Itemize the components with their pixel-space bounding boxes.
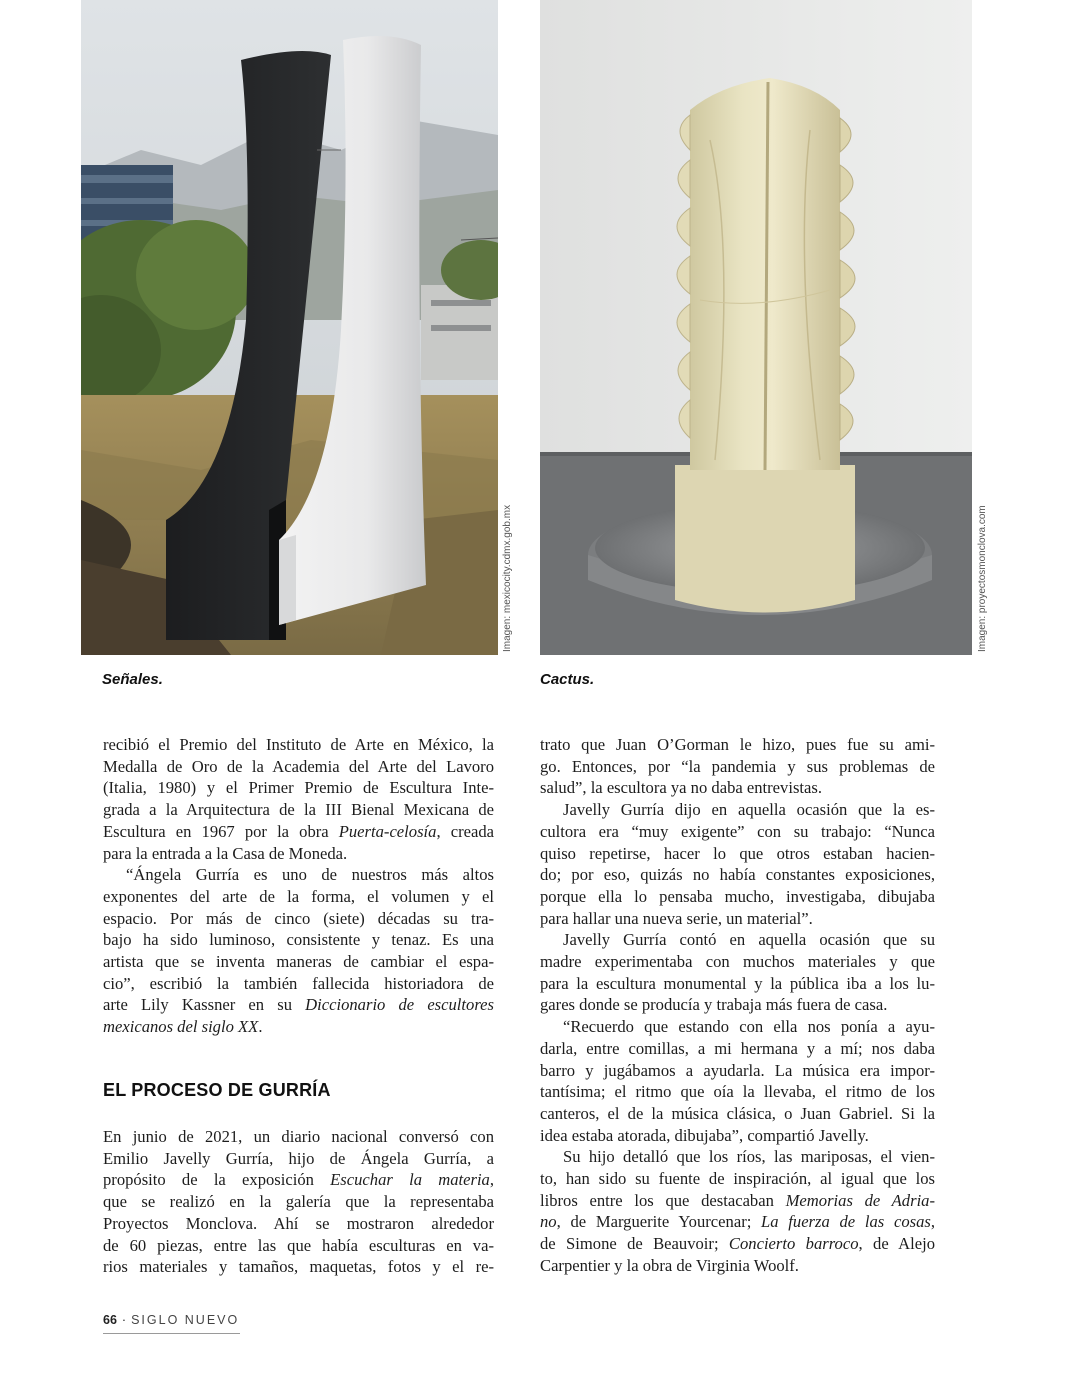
text-line: porque ella lo pensaba mucho, investigaba, dibujaba (540, 886, 935, 906)
text-line: darla, entre comillas, a mi hermana y a mí; nos daba (540, 1038, 935, 1058)
text-line: Javelly Gurría dijo en aquella ocasión que la es- (563, 800, 935, 820)
text-line: de 60 piezas, entre las que había esculturas en va- (103, 1235, 494, 1255)
text-line: para la entrada a la Casa de Moneda. (103, 843, 348, 863)
text-line: arte Lily Kassner en su Diccionario de escultores (103, 995, 494, 1015)
article-column-right (540, 734, 935, 1277)
text-line: para hallar una nueva serie, un material”. (540, 908, 813, 928)
book-title: Concierto barroco (728, 1234, 859, 1254)
text-line: gares donde se producía y trabaja más fuera de casa. (540, 995, 888, 1015)
exhibition-title: Escuchar la materia (330, 1170, 490, 1190)
text-line: Proyectos Monclova. Ahí se mostraron alrededor (103, 1213, 494, 1233)
text-line: mexicanos del siglo XX. (103, 1017, 263, 1037)
text-line: trato que Juan O’Gorman le hizo, pues fue su ami- (540, 735, 935, 754)
text-line: idea estaba atorada, dibujaba”, compartió Javelly. (540, 1125, 869, 1145)
text-line: tantísima; el ritmo que oía la llevaba, el ritmo de los (540, 1082, 935, 1102)
text-line: “Recuerdo que estando con ella nos ponía a ayu- (563, 1017, 935, 1037)
text-line: libros entre los que destacaban Memorias de Adria- (540, 1190, 935, 1210)
book-title: La fuerza de las cosas (761, 1212, 931, 1232)
photo-caption-left: Señales. (102, 671, 163, 688)
text-line: canteros, el de la música clásica, o Juan Gabriel. Si la (540, 1103, 935, 1123)
text-line: propósito de la exposición Escuchar la materia, (103, 1170, 495, 1190)
photo-senales (81, 0, 498, 655)
article-column-left-bottom (103, 1126, 494, 1278)
text-line: grada a la Arquitectura de la III Bienal Mexicana de (103, 800, 494, 820)
text-line: Escultura en 1967 por la obra Puerta-celosía, creada (103, 821, 494, 841)
text-line: (Italia, 1980) y el Primer Premio de Escultura Inte- (103, 778, 494, 798)
book-title: mexicanos del siglo XX (103, 1017, 259, 1037)
text-line: quiso repetirse, hacer lo que otros estaban hacien- (540, 843, 935, 863)
text-line: “Ángela Gurría es uno de nuestros más altos (126, 865, 494, 885)
text-line: rios materiales y tamaños, maquetas, fotos y el re- (103, 1257, 494, 1277)
text-line: go. Entonces, por “la pandemia y sus problemas de (540, 756, 935, 776)
article-column-left-top (103, 734, 494, 1038)
text-line: to, han sido su fuente de inspiración, al igual que los (540, 1169, 935, 1189)
photo-caption-right: Cactus. (540, 671, 595, 688)
text-line: barro y jugábamos a ayudarla. La música era impor- (540, 1060, 935, 1080)
text-line: recibió el Premio del Instituto de Arte en México, la (103, 735, 494, 754)
photo-credit-left: Imagen: mexicocity.cdmx.gob.mx (502, 504, 513, 652)
text-line: En junio de 2021, un diario nacional conversó con (103, 1127, 494, 1146)
page-footer (103, 1313, 240, 1334)
text-line: Medalla de Oro de la Academia del Arte del Lavoro (103, 756, 494, 776)
text-line: Carpentier y la obra de Virginia Woolf. (540, 1255, 799, 1275)
text-line: do; por eso, quizás no había constantes exposiciones, (540, 865, 935, 885)
book-title: Diccionario de escultores (305, 995, 494, 1015)
text-line: bajo ha sido luminoso, consistente y tenaz. Es una (103, 930, 494, 950)
text-line: exponentes del arte de la forma, el volumen y el (103, 886, 494, 906)
photo-cactus (540, 0, 972, 655)
text-line: no, de Marguerite Yourcenar; La fuerza de las cosas, (540, 1212, 935, 1232)
artwork-title: Puerta-celosía (338, 821, 437, 841)
footer-separator: · (121, 1313, 127, 1327)
book-title: Memorias de Adria- (785, 1190, 935, 1210)
magazine-name: SIGLO NUEVO (131, 1313, 240, 1327)
text-line: Su hijo detalló que los ríos, las mariposas, el vien- (563, 1147, 935, 1167)
text-line: Javelly Gurría contó en aquella ocasión que su (563, 930, 935, 950)
text-line: artista que se inventa maneras de cambiar el espa- (103, 952, 494, 972)
text-line: cultora era “muy exigente” con su trabajo: “Nunca (540, 821, 935, 841)
text-line: para la escultura monumental y la pública iba a los lu- (540, 973, 935, 993)
text-line: espacio. Por más de cinco (siete) décadas su tra- (103, 908, 494, 928)
text-line: cio”, escribió la también fallecida historiadora de (103, 973, 494, 993)
text-line: madre experimentaba con muchos materiales y que (540, 952, 935, 972)
text-line: Emilio Javelly Gurría, hijo de Ángela Gurría, a (103, 1148, 494, 1168)
text-line: salud”, la escultora ya no daba entrevistas. (540, 778, 822, 798)
page-number: 66 (103, 1313, 117, 1327)
photo-credit-right: Imagen: proyectosmonclova.com (977, 505, 988, 652)
book-title: no (540, 1212, 557, 1232)
section-heading: EL PROCESO DE GURRÍA (103, 1080, 331, 1100)
text-line: de Simone de Beauvoir; Concierto barroco, de Alejo (540, 1234, 936, 1254)
text-line: que se realizó en la galería que la representaba (103, 1192, 494, 1212)
